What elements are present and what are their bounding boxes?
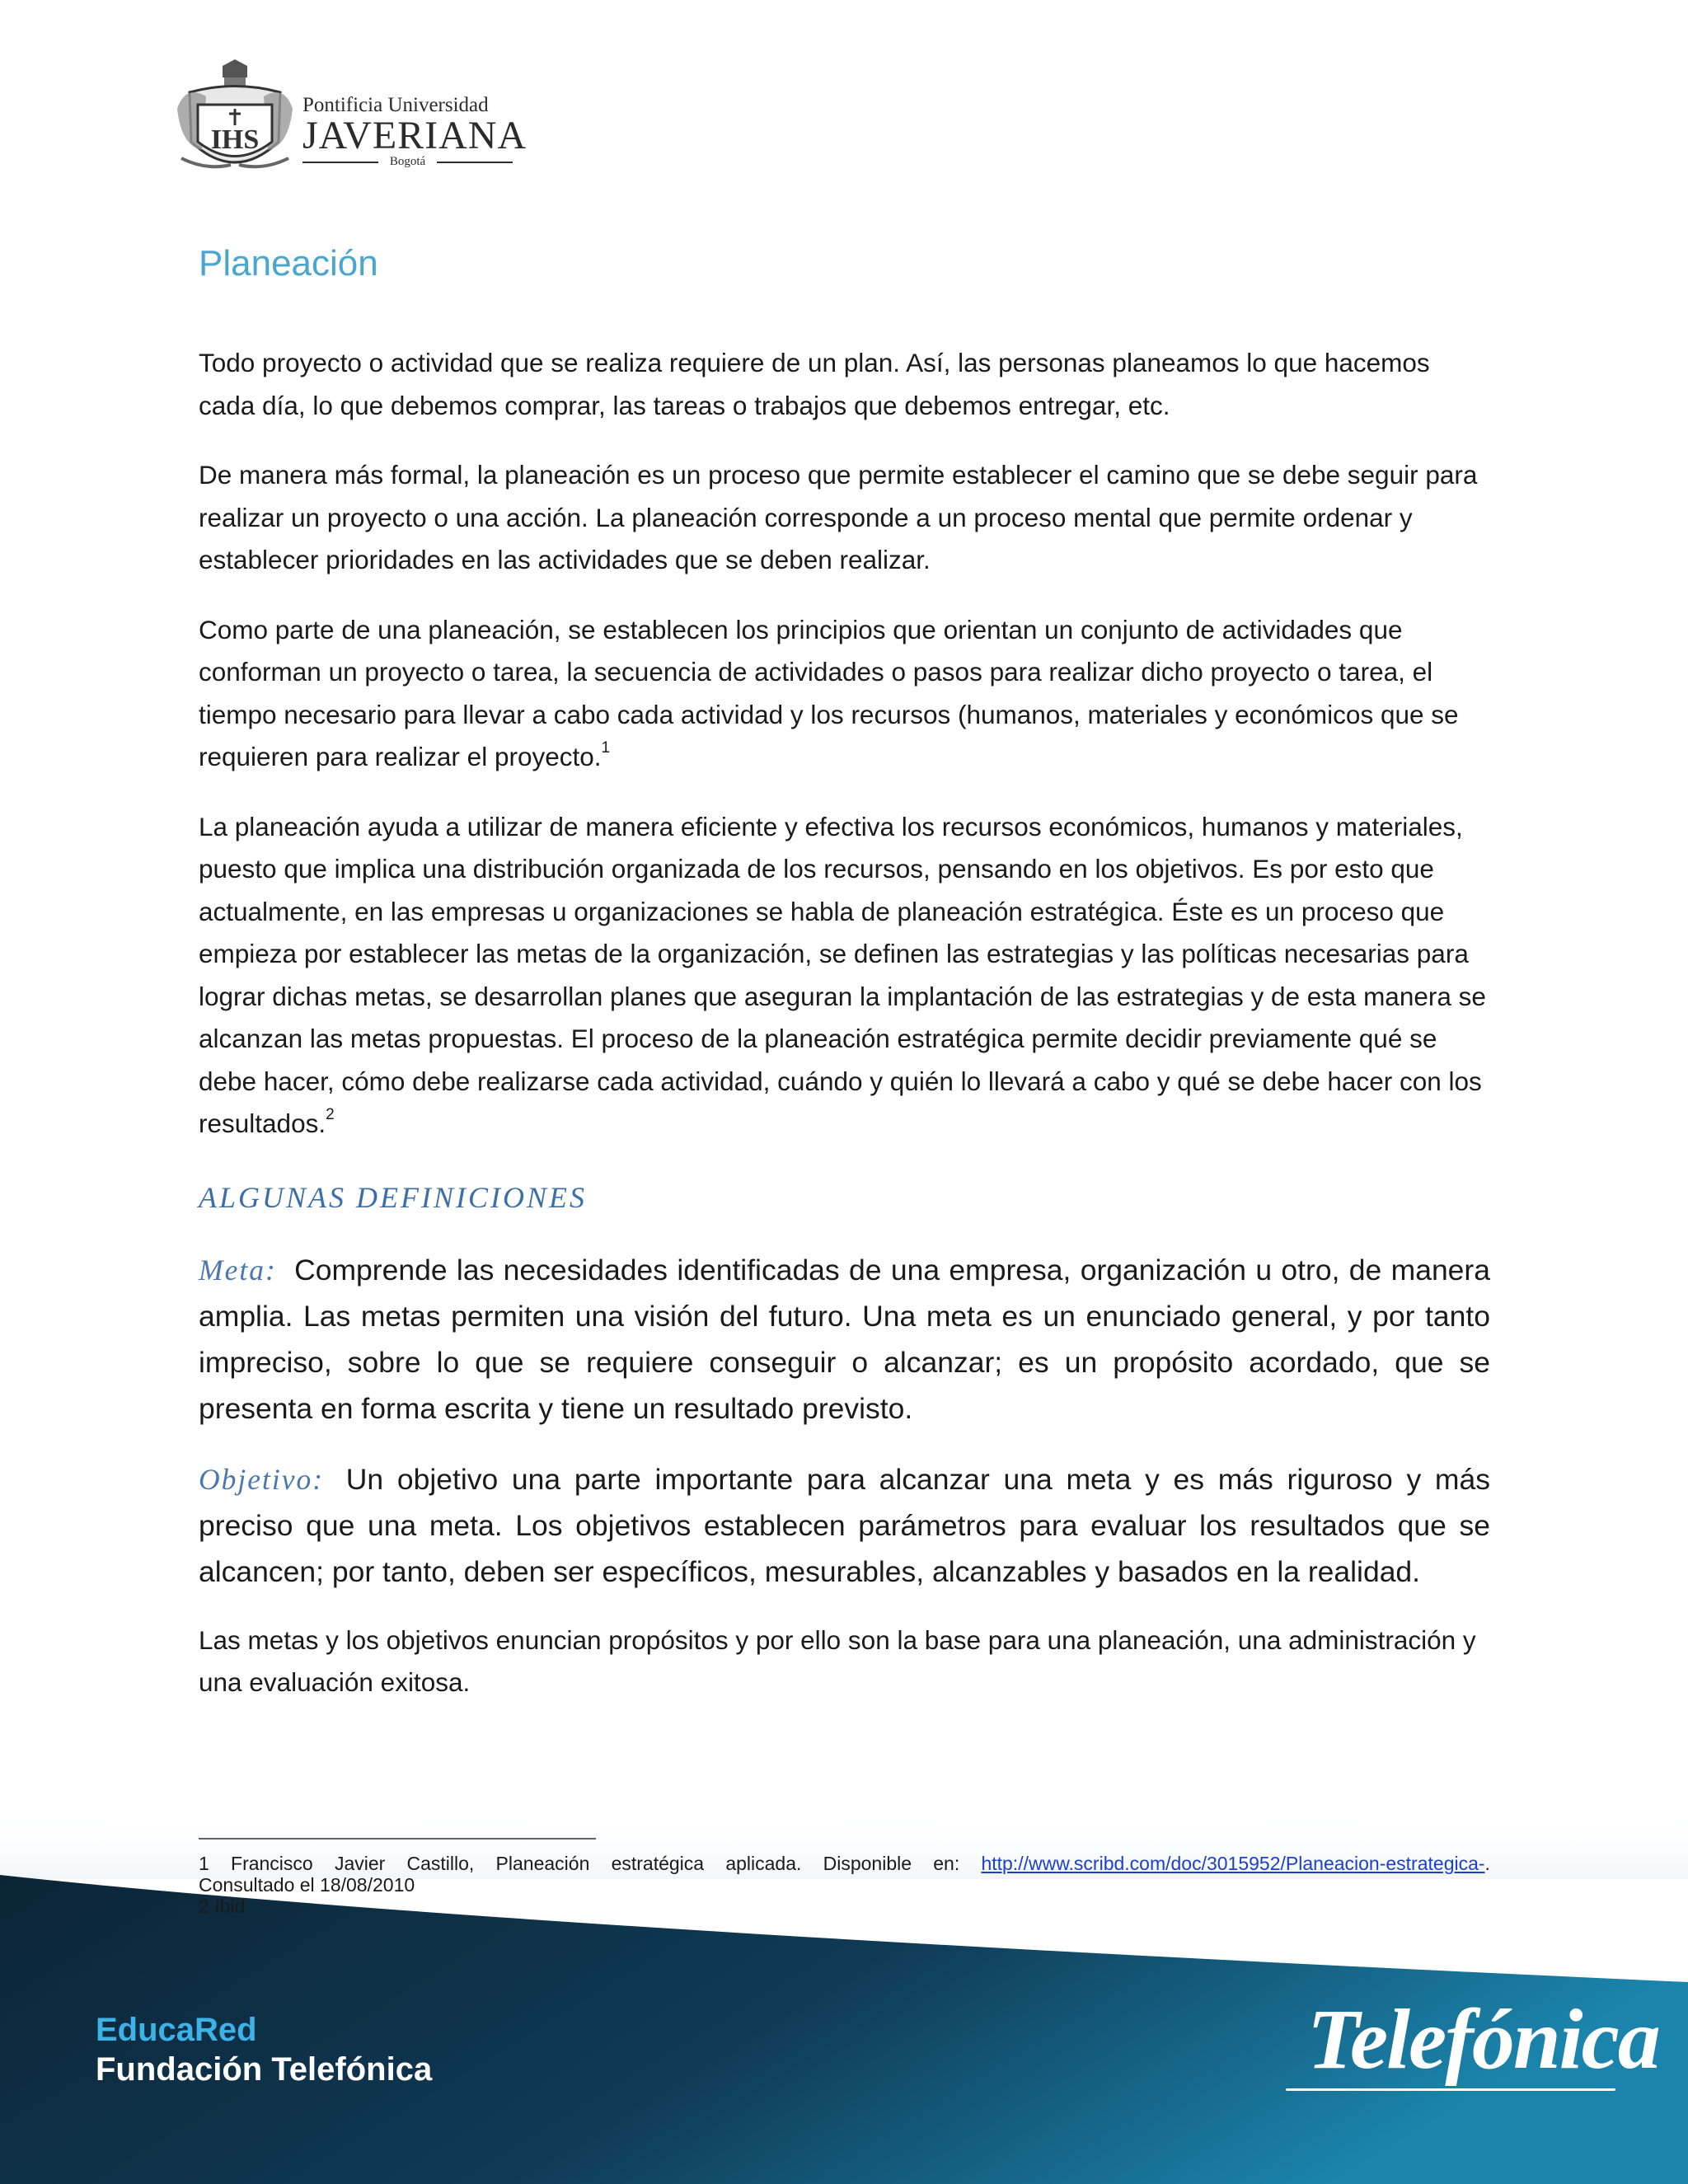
- definition-term-objetivo: Objetivo:: [199, 1462, 325, 1496]
- telefonica-logo: Telefónica: [1307, 1992, 1659, 2087]
- definition-text-objetivo: Un objetivo una parte importante para alcanzar una meta y es más riguroso y más preciso que una meta. Los objetivos establecen parámetros para evaluar los resultados que se alcancen; por tanto, deben ser específicos, mesurables, alcanzables y basados en la realidad.: [199, 1462, 1490, 1588]
- page-title: Planeación: [199, 243, 378, 284]
- footnote-1-link-suffix: .: [1484, 1853, 1490, 1874]
- logo-line-university: Pontificia Universidad: [302, 94, 489, 116]
- footnote-1-line: [199, 1853, 1490, 1874]
- definition-objetivo: [199, 1456, 1490, 1595]
- footnote-1-link[interactable]: http://www.scribd.com/doc/3015952/Planeacion-estrategica-: [981, 1853, 1485, 1874]
- logo-wordmark: [302, 94, 527, 168]
- paragraph-2: De manera más formal, la planeación es un proceso que permite establecer el camino que se debe seguir para realizar un proyecto o una acción. La planeación corresponde a un proceso mental que permite ordenar y establecer prioridades en las actividades que se deben realizar.: [199, 460, 1478, 574]
- definition-text-meta: Comprende las necesidades identificadas de una empresa, organización u otro, de manera amplia. Las metas permiten una visión del futuro. Una meta es un enunciado general, y por tanto impreciso, sobre lo que se requiere conseguir o alcanzar; es un propósito acordado, que se presenta en forma escrita y tiene un resultado previsto.: [199, 1253, 1490, 1425]
- main-content: [199, 235, 1490, 1732]
- footnote-1-link-wrap: [981, 1853, 1490, 1874]
- crest-letters: IHS: [210, 124, 260, 155]
- closing-paragraph: Las metas y los objetivos enuncian propósitos y por ello son la base para una planeación, una administración y una evaluación exitosa.: [199, 1624, 1476, 1697]
- fn1-word: aplicada.: [725, 1853, 802, 1874]
- paragraph-1: Todo proyecto o actividad que se realiza requiere de un plan. Así, las personas planeamos lo que hacemos cada día, lo que debemos comprar, las tareas o trabajos que debemos entregar, etc.: [199, 348, 1430, 420]
- fn1-word: Javier: [334, 1853, 386, 1874]
- fn1-word: en:: [933, 1853, 960, 1874]
- footnote-ref-2[interactable]: 2: [326, 1106, 335, 1123]
- definition-meta: [199, 1247, 1490, 1432]
- educared-logo: [96, 2011, 432, 2090]
- university-crest-icon: [173, 59, 297, 183]
- paragraph-4-text: La planeación ayuda a utilizar de manera eficiente y efectiva los recursos económicos, humanos y materiales, puesto que implica una distribución organizada de los recursos, pensando en los objetivos. Es por esto que actualmente, en las empresas u organizaciones se habla de planeación estratégica. Éste es un proceso que empieza por establecer las metas de la organización, se definen las estrategias y las políticas necesarias para lograr dichas metas, se desarrollan planes que aseguran la implantación de las estrategias y de esta manera se alcanzan las metas propuestas. El proceso de la planeación estratégica permite decidir previamente qué se debe hacer, cómo debe realizarse cada actividad, cuándo y quién lo llevará a cabo y qué se debe hacer con los resultados.: [199, 811, 1486, 1138]
- fn1-word: Francisco: [231, 1853, 313, 1874]
- telefonica-underline: [1286, 2088, 1615, 2091]
- logo-line-name: JAVERIANA: [302, 114, 528, 157]
- footnotes: [199, 1853, 1490, 1917]
- definition-term-meta: Meta:: [199, 1253, 277, 1286]
- fn1-word: Castillo,: [406, 1853, 475, 1874]
- logo-line-city: Bogotá: [302, 155, 513, 168]
- section-heading: ALGUNAS DEFINICIONES: [199, 1180, 587, 1214]
- paragraph-3: [199, 609, 1490, 779]
- fundacion-line: Fundación Telefónica: [96, 2051, 433, 2088]
- footnote-2: 2 Ibid: [199, 1896, 246, 1917]
- university-logo: [173, 59, 528, 183]
- educared-line: EducaRed: [96, 2012, 257, 2048]
- paragraph-3-text: Como parte de una planeación, se establecen los principios que orientan un conjunto de actividades que conforman un proyecto o tarea, la secuencia de actividades o pasos para realizar dicho proyecto o tarea, el tiempo necesario para llevar a cabo cada actividad y los recursos (humanos, materiales y económicos que se requieren para realizar el proyecto.: [199, 614, 1459, 771]
- fn1-word: Disponible: [823, 1853, 912, 1874]
- fn1-word: Planeación: [495, 1853, 590, 1874]
- fn1-word: 1: [199, 1853, 209, 1874]
- fn1-word: estratégica: [611, 1853, 705, 1874]
- footnote-ref-1[interactable]: 1: [601, 739, 611, 757]
- paragraph-4: [199, 806, 1490, 1146]
- footnote-1-line2: Consultado el 18/08/2010: [199, 1874, 415, 1896]
